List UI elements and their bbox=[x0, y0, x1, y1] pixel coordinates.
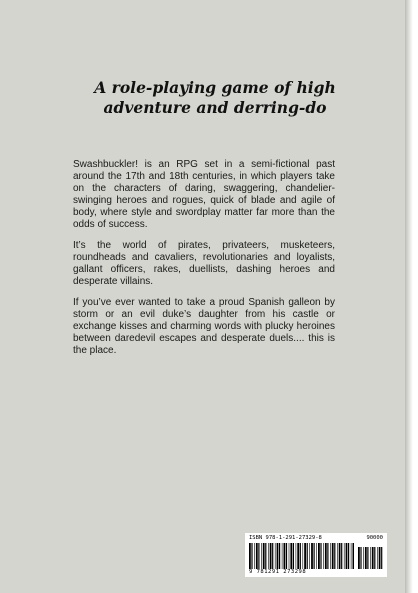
barcode-bar bbox=[286, 543, 287, 569]
isbn-label: ISBN 978-1-291-27329-8 bbox=[249, 535, 322, 541]
barcode-bar bbox=[258, 543, 259, 569]
barcode-digits: 9 781291 273298 bbox=[249, 569, 307, 575]
tagline-line-1: A role-playing game of high bbox=[94, 78, 336, 97]
barcode-bar bbox=[277, 543, 279, 569]
barcode-bar bbox=[318, 543, 320, 569]
barcode-bar bbox=[320, 543, 321, 569]
blurb-paragraph-2: It’s the world of pirates, privateers, musketeers, roundheads and cavaliers, revolutionaries and loyalists, gallant officers, rakes, duellists, dashing heroes and desperate villains. bbox=[73, 240, 335, 288]
barcode-bar bbox=[284, 543, 286, 569]
barcode-bar bbox=[265, 543, 266, 569]
barcode-bar bbox=[279, 543, 280, 569]
barcode-bar bbox=[268, 543, 269, 569]
barcode-bar bbox=[341, 543, 342, 569]
barcode-bar bbox=[256, 543, 258, 569]
blurb-paragraph-3: If you’ve ever wanted to take a proud Spanish galleon by storm or an evil duke’s daughter from his castle or exchange kisses and charming words with plucky heroines between daredevil escapes and desperate duels.... this is the place. bbox=[73, 297, 335, 357]
barcode-bar bbox=[251, 543, 252, 569]
barcode-bar bbox=[327, 543, 328, 569]
barcode-bar bbox=[307, 543, 308, 569]
barcode-bar bbox=[297, 543, 299, 569]
barcode-bar bbox=[272, 543, 273, 569]
barcode-bar bbox=[346, 543, 348, 569]
barcode-bar bbox=[254, 543, 255, 569]
barcode-bar bbox=[353, 543, 355, 569]
barcode-bar bbox=[314, 543, 315, 569]
barcode-bar bbox=[325, 543, 327, 569]
price-code: 90000 bbox=[366, 535, 383, 541]
barcode-bar bbox=[270, 543, 272, 569]
barcode-bar bbox=[323, 543, 324, 569]
barcode-bar bbox=[332, 543, 334, 569]
barcode-bar bbox=[367, 547, 368, 569]
tagline-line-2: adventure and derring-do bbox=[103, 98, 327, 117]
barcode-bar bbox=[370, 547, 371, 569]
barcode-bar bbox=[261, 543, 262, 569]
barcode-bar bbox=[300, 543, 301, 569]
barcode-bar bbox=[296, 543, 297, 569]
ean-barcode-bars bbox=[249, 543, 354, 569]
barcode-bar bbox=[334, 543, 335, 569]
barcode-bar bbox=[363, 547, 364, 569]
barcode-bar bbox=[249, 543, 251, 569]
price-addon-bars bbox=[358, 547, 384, 569]
barcode-bar bbox=[263, 543, 265, 569]
barcode-bar bbox=[290, 543, 292, 569]
barcode-bar bbox=[351, 543, 352, 569]
barcode-bar bbox=[377, 547, 378, 569]
barcode-bar bbox=[309, 543, 310, 569]
barcode-bar bbox=[303, 543, 304, 569]
blurb-paragraph-1: Swashbuckler! is an RPG set in a semi-fictional past around the 17th and 18th centuries, in which players take on the characters of daring, swaggering, chandelier-swinging heroes and rogues, quick of blade and agile of body, where style and swordplay matter far more than the odds of success. bbox=[73, 159, 335, 231]
barcode-bar bbox=[337, 543, 338, 569]
page-edge bbox=[405, 0, 418, 593]
barcode-bar bbox=[289, 543, 290, 569]
barcode-bar bbox=[275, 543, 276, 569]
barcode-bar bbox=[379, 547, 381, 569]
tagline bbox=[80, 78, 350, 118]
barcode-bar bbox=[344, 543, 345, 569]
barcode-bar bbox=[311, 543, 313, 569]
barcode-bar bbox=[348, 543, 349, 569]
barcode-bar bbox=[339, 543, 341, 569]
barcode-bar bbox=[316, 543, 317, 569]
isbn-barcode bbox=[245, 533, 387, 577]
barcode-bar bbox=[374, 547, 375, 569]
barcode-bar bbox=[372, 547, 374, 569]
barcode-bar bbox=[330, 543, 331, 569]
barcode-bar bbox=[293, 543, 294, 569]
barcode-bar bbox=[365, 547, 367, 569]
barcode-bar bbox=[358, 547, 360, 569]
barcode-bar bbox=[381, 547, 382, 569]
barcode-bar bbox=[360, 547, 361, 569]
barcode-bar bbox=[304, 543, 306, 569]
barcode-bar bbox=[282, 543, 283, 569]
